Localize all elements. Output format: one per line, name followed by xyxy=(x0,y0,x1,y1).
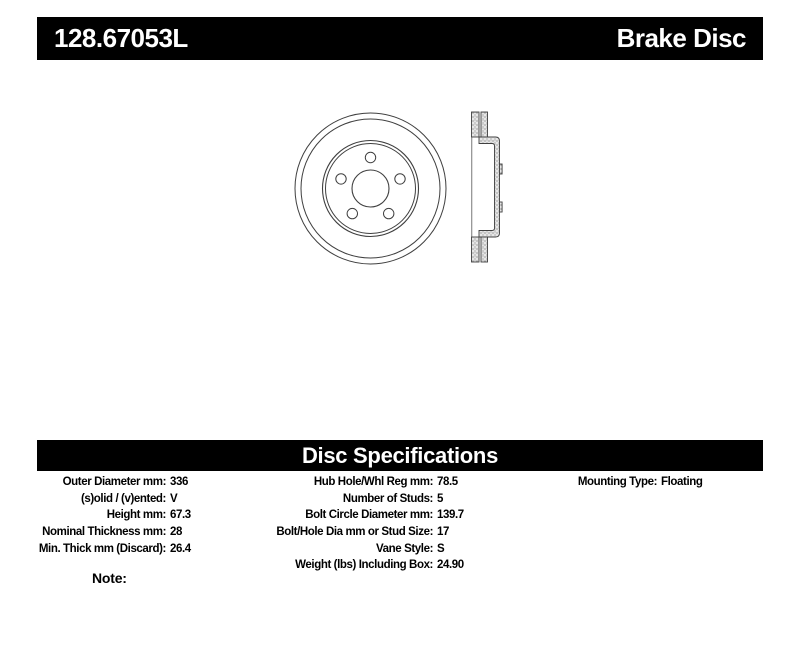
hub-ring-outer-circle xyxy=(323,141,419,237)
spec-row-hub-hole xyxy=(270,474,464,491)
brake-disc-drawing xyxy=(285,95,515,370)
header-bar xyxy=(37,17,763,60)
spec-row-solid-vented xyxy=(20,491,191,508)
stud-hole xyxy=(365,152,375,162)
spec-label: Weight (lbs) Including Box: xyxy=(295,559,433,572)
stud-hole xyxy=(384,208,394,218)
section-top-inboard-plate xyxy=(481,112,488,137)
spec-label: Hub Hole/Whl Reg mm: xyxy=(313,476,433,488)
spec-value: 24.90 xyxy=(437,559,464,572)
spec-value: 5 xyxy=(437,492,443,505)
section-bottom-inboard-plate xyxy=(481,237,488,262)
spec-row-min-thickness xyxy=(20,541,191,558)
spec-value: 139.7 xyxy=(437,509,464,522)
spec-column-right xyxy=(560,474,703,491)
spec-label: Outer Diameter mm: xyxy=(62,476,166,488)
spec-label: Mounting Type: xyxy=(577,476,657,488)
spec-row-mounting-type xyxy=(560,474,703,491)
spec-label: Number of Studs: xyxy=(342,492,433,505)
stud-hole xyxy=(395,174,405,184)
product-type-title: Brake Disc xyxy=(616,23,746,53)
spec-value: V xyxy=(170,492,178,505)
spec-row-bolt-circle-diameter xyxy=(270,507,464,524)
spec-value: 26.4 xyxy=(170,542,191,555)
spec-label: Bolt/Hole Dia mm or Stud Size: xyxy=(276,526,433,539)
disc-front-view xyxy=(295,113,446,264)
spec-row-height xyxy=(20,507,191,524)
spec-column-middle xyxy=(270,474,464,574)
section-hat-profile xyxy=(479,137,500,237)
stud-hole xyxy=(347,208,357,218)
spec-label: Min. Thick mm (Discard): xyxy=(38,542,166,555)
section-flange-notch xyxy=(500,202,503,212)
spec-value: 17 xyxy=(437,526,449,539)
spec-label: Vane Style: xyxy=(376,542,433,555)
stud-hole xyxy=(336,174,346,184)
spec-row-vane-style xyxy=(270,541,464,558)
spec-row-number-of-studs xyxy=(270,491,464,508)
spec-column-left xyxy=(20,474,191,557)
spec-value: 28 xyxy=(170,526,182,539)
disc-specifications-header-bar xyxy=(37,440,763,471)
spec-row-weight xyxy=(270,557,464,574)
part-number: 128.67053L xyxy=(54,23,188,53)
section-top-outboard-plate xyxy=(472,112,480,137)
spec-label: Nominal Thickness mm: xyxy=(42,526,166,539)
spec-value: 78.5 xyxy=(437,476,458,488)
spec-value: 67.3 xyxy=(170,509,191,522)
disc-chamfer-circle xyxy=(301,119,440,258)
section-title: Disc Specifications xyxy=(301,442,499,468)
spec-label: Height mm: xyxy=(106,509,166,522)
disc-cross-section-view xyxy=(472,112,503,262)
spec-value: 336 xyxy=(170,476,188,488)
section-bottom-outboard-plate xyxy=(472,237,480,262)
spec-row-outer-diameter xyxy=(20,474,191,491)
spec-row-nominal-thickness xyxy=(20,524,191,541)
hub-ring-inner-circle xyxy=(326,144,416,234)
disc-outer-edge-circle xyxy=(295,113,446,264)
center-hub-hole xyxy=(352,170,389,207)
spec-value: Floating xyxy=(661,476,703,488)
section-flange-notch xyxy=(500,164,503,174)
spec-row-bolt-hole-dia xyxy=(270,524,464,541)
spec-value: S xyxy=(437,542,445,555)
spec-label: Bolt Circle Diameter mm: xyxy=(305,509,433,522)
note-label: Note: xyxy=(92,570,127,586)
spec-label: (s)olid / (v)ented: xyxy=(80,492,166,505)
